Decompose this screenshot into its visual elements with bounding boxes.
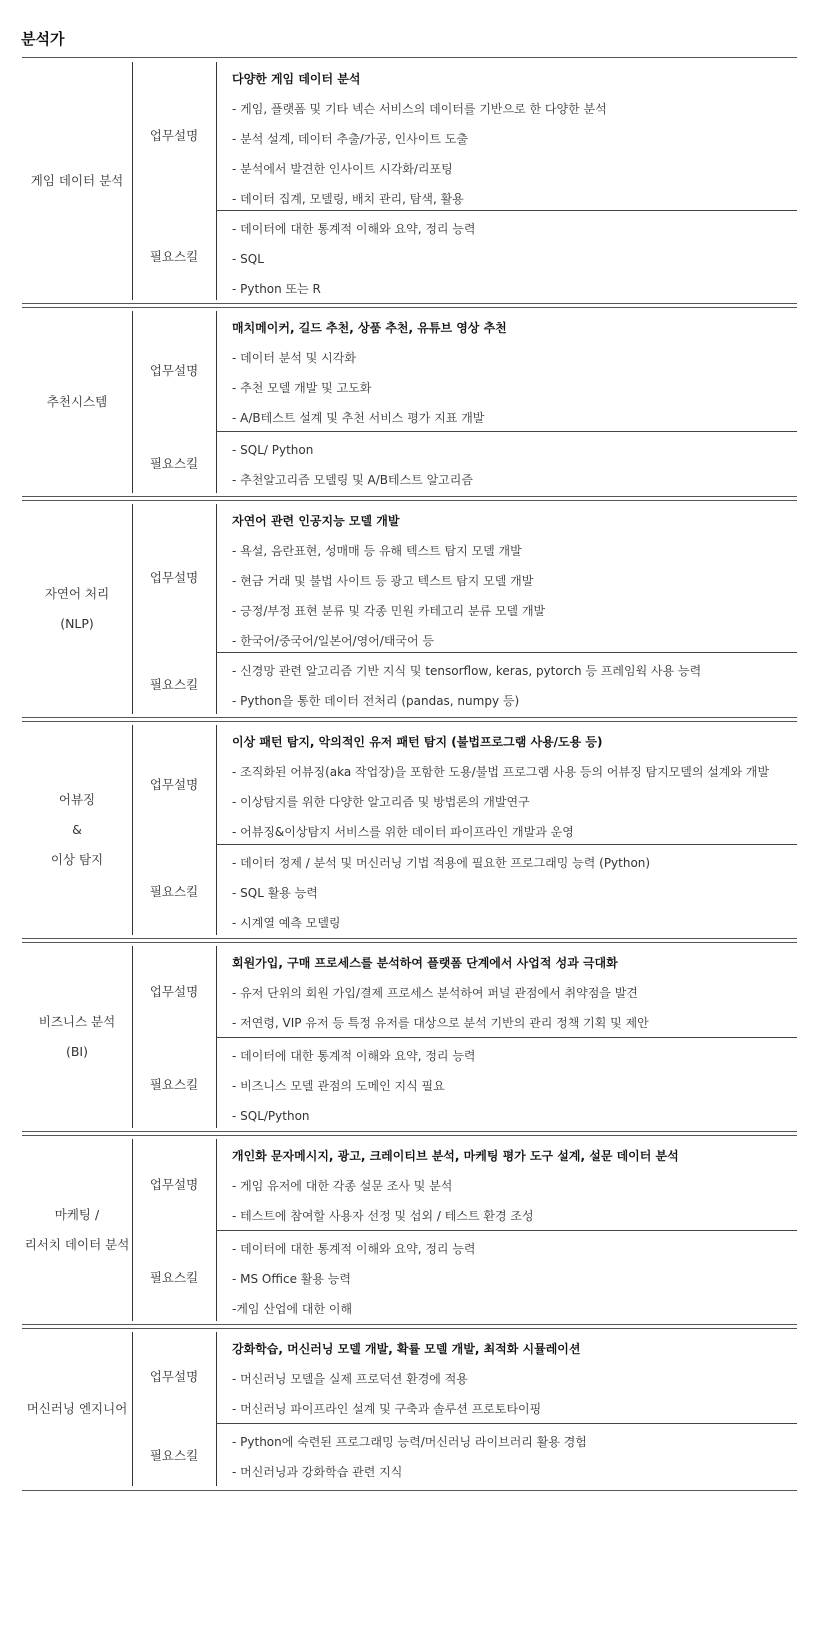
list-item: - SQL 활용 능력: [232, 886, 318, 901]
list-item: - 분석 설계, 데이터 추출/가공, 인사이트 도출: [232, 132, 468, 146]
section-label: 업무설명: [149, 776, 199, 792]
role-name-line: 비즈니스 분석: [38, 1014, 116, 1030]
list-item: - Python 또는 R: [232, 281, 321, 296]
list-item: - 추천 모델 개발 및 고도화: [232, 381, 372, 396]
list-item: - 이상탐지를 위한 다양한 알고리즘 및 방법론의 개발연구: [232, 795, 530, 810]
list-item: - 분석에서 발견한 인사이트 시각화/리포팅: [232, 162, 453, 176]
list-item: - 추천알고리즘 모델링 및 A/B테스트 알고리즘: [232, 472, 473, 487]
section-item-list: [232, 64, 797, 214]
section-item-list: [232, 506, 797, 656]
list-item: - 유저 단위의 회원 가입/결제 프로세스 분석하여 퍼널 관점에서 취약점을 발견: [232, 986, 638, 1001]
role-name-line: 이상 탐지: [50, 852, 104, 868]
list-item: - 욕설, 음란표현, 성매매 등 유해 텍스트 탐지 모델 개발: [232, 544, 522, 559]
list-item: - 비즈니스 모델 관점의 도메인 지식 필요: [232, 1079, 445, 1094]
section-label: 필요스킬: [149, 676, 199, 692]
section-heading: 다양한 게임 데이터 분석: [232, 72, 361, 86]
section-heading: 매치메이커, 길드 추천, 상품 추천, 유튜브 영상 추천: [232, 321, 507, 336]
section-item-list: [232, 656, 797, 716]
section-heading: 자연어 관련 인공지능 모델 개발: [232, 514, 400, 529]
section-divider: [216, 1230, 797, 1231]
section-divider: [216, 844, 797, 845]
section-item-list: [232, 948, 797, 1038]
role-name-line: 자연어 처리: [44, 586, 110, 602]
list-item: - 조직화된 어뷰징(aka 작업장)을 포함한 도용/불법 프로그램 사용 등의 어뷰징 탐지모델의 설계와 개발: [232, 765, 770, 780]
section-item-list: [232, 1234, 797, 1324]
group-divider: [22, 938, 797, 943]
role-name: [22, 1007, 132, 1067]
section-divider: [216, 210, 797, 211]
column-divider: [216, 504, 217, 714]
section-label: 업무설명: [149, 983, 199, 999]
role-name-line: 어뷰징: [58, 792, 96, 808]
list-item: - 현금 거래 및 불법 사이트 등 광고 텍스트 탐지 모델 개발: [232, 574, 534, 589]
list-item: - 저연령, VIP 유저 등 특정 유저를 대상으로 분석 기반의 관리 정책 기획 및 제안: [232, 1016, 649, 1031]
section-item-list: [232, 727, 797, 847]
table-end-divider: [22, 1490, 797, 1491]
role-group: [22, 1330, 797, 1488]
list-item: - SQL/Python: [232, 1109, 310, 1124]
role-group: [22, 60, 797, 302]
list-item: - 게임 유저에 대한 각종 설문 조사 및 분석: [232, 1179, 453, 1194]
section-heading: 개인화 문자메시지, 광고, 크레이티브 분석, 마케팅 평가 도구 설계, 설문 데이터 분석: [232, 1149, 679, 1164]
role-name-line: 머신러닝 엔지니어: [26, 1400, 128, 1416]
page-title: 분석가: [21, 30, 65, 48]
role-name-line: 마케팅 /: [54, 1207, 100, 1223]
section-divider: [216, 1423, 797, 1424]
list-item: - 머신러닝과 강화학습 관련 지식: [232, 1464, 403, 1479]
section-heading: 이상 패턴 탐지, 악의적인 유저 패턴 탐지 (불법프로그램 사용/도용 등): [232, 735, 603, 750]
group-divider: [22, 303, 797, 308]
column-divider: [216, 1332, 217, 1486]
list-item: - 긍정/부정 표현 분류 및 각종 민원 카테고리 분류 모델 개발: [232, 604, 546, 619]
role-name: [22, 166, 132, 196]
section-divider: [216, 431, 797, 432]
role-group: [22, 944, 797, 1130]
section-label: 필요스킬: [149, 883, 199, 899]
section-item-list: [232, 848, 797, 938]
list-item: - 머신러닝 모델을 실제 프로덕션 환경에 적용: [232, 1372, 468, 1386]
list-item: - 테스트에 참여할 사용자 선정 및 섭외 / 테스트 환경 조성: [232, 1209, 534, 1224]
section-label: 업무설명: [149, 1369, 199, 1385]
role-group: [22, 502, 797, 716]
list-item: - 데이터에 대한 통계적 이해와 요약, 정리 능력: [232, 1242, 476, 1257]
list-item: - SQL/ Python: [232, 442, 314, 457]
role-group: [22, 1137, 797, 1323]
section-item-list: [232, 1041, 797, 1131]
role-name: [22, 1394, 132, 1424]
section-label: 필요스킬: [149, 1076, 199, 1092]
column-divider: [216, 311, 217, 493]
section-label: 필요스킬: [149, 455, 199, 471]
section-divider: [216, 1037, 797, 1038]
list-item: - MS Office 활용 능력: [232, 1272, 351, 1287]
section-heading: 회원가입, 구매 프로세스를 분석하여 플랫폼 단계에서 사업적 성과 극대화: [232, 956, 618, 971]
column-divider: [216, 725, 217, 935]
role-group: [22, 723, 797, 937]
section-item-list: [232, 435, 797, 495]
section-label: 업무설명: [149, 569, 199, 585]
section-item-list: [232, 1427, 797, 1487]
role-name-line: 추천시스템: [46, 394, 108, 410]
section-item-list: [232, 1334, 797, 1424]
list-item: - A/B테스트 설계 및 추천 서비스 평가 지표 개발: [232, 411, 485, 426]
role-name-line: &: [72, 822, 82, 838]
section-item-list: [232, 214, 797, 304]
role-group: [22, 309, 797, 495]
list-item: - Python에 숙련된 프로그래밍 능력/머신러닝 라이브러리 활용 경험: [232, 1434, 587, 1449]
list-item: - 데이터 분석 및 시각화: [232, 351, 356, 366]
section-label: 필요스킬: [149, 1269, 199, 1285]
list-item: - 어뷰징&이상탐지 서비스를 위한 데이터 파이프라인 개발과 운영: [232, 825, 574, 840]
role-name-line: (BI): [65, 1044, 88, 1060]
section-label: 필요스킬: [149, 1448, 199, 1464]
list-item: - 시계열 예측 모델링: [232, 916, 341, 931]
role-name-line: 리서치 데이터 분석: [24, 1237, 130, 1253]
list-item: - 데이터 집계, 모델링, 배치 관리, 탐색, 활용: [232, 192, 464, 206]
section-label: 업무설명: [149, 127, 199, 143]
title-divider: [22, 57, 797, 58]
list-item: - 데이터에 대한 통계적 이해와 요약, 정리 능력: [232, 221, 476, 236]
column-divider: [132, 946, 133, 1128]
column-divider: [132, 725, 133, 935]
column-divider: [132, 1139, 133, 1321]
role-name: [22, 387, 132, 417]
section-item-list: [232, 1141, 797, 1231]
list-item: - 데이터에 대한 통계적 이해와 요약, 정리 능력: [232, 1049, 476, 1064]
section-item-list: [232, 313, 797, 433]
column-divider: [216, 62, 217, 300]
list-item: - 머신러닝 파이프라인 설계 및 구축과 솔루션 프로토타이핑: [232, 1402, 542, 1416]
group-divider: [22, 717, 797, 722]
section-label: 업무설명: [149, 362, 199, 378]
list-item: - 신경망 관련 알고리즘 기반 지식 및 tensorflow, keras, pytorch 등 프레임웍 사용 능력: [232, 663, 702, 678]
role-name: [22, 785, 132, 875]
group-divider: [22, 496, 797, 501]
role-name-line: 게임 데이터 분석: [30, 173, 124, 189]
list-item: - 게임, 플랫폼 및 기타 넥슨 서비스의 데이터를 기반으로 한 다양한 분석: [232, 102, 607, 116]
group-divider: [22, 1131, 797, 1136]
list-item: - 한국어/중국어/일본어/영어/태국어 등: [232, 634, 435, 649]
list-item: - SQL: [232, 251, 264, 266]
list-item: -게임 산업에 대한 이해: [232, 1302, 353, 1317]
list-item: - Python을 통한 데이터 전처리 (pandas, numpy 등): [232, 693, 520, 708]
section-divider: [216, 652, 797, 653]
group-divider: [22, 1324, 797, 1329]
role-name: [22, 1200, 132, 1260]
section-heading: 강화학습, 머신러닝 모델 개발, 확률 모델 개발, 최적화 시뮬레이션: [232, 1342, 581, 1356]
role-name-line: (NLP): [60, 616, 94, 632]
role-name: [22, 579, 132, 639]
section-label: 업무설명: [149, 1176, 199, 1192]
list-item: - 데이터 정제 / 분석 및 머신러닝 기법 적용에 필요한 프로그래밍 능력 (Python): [232, 856, 651, 871]
section-label: 필요스킬: [149, 248, 199, 264]
